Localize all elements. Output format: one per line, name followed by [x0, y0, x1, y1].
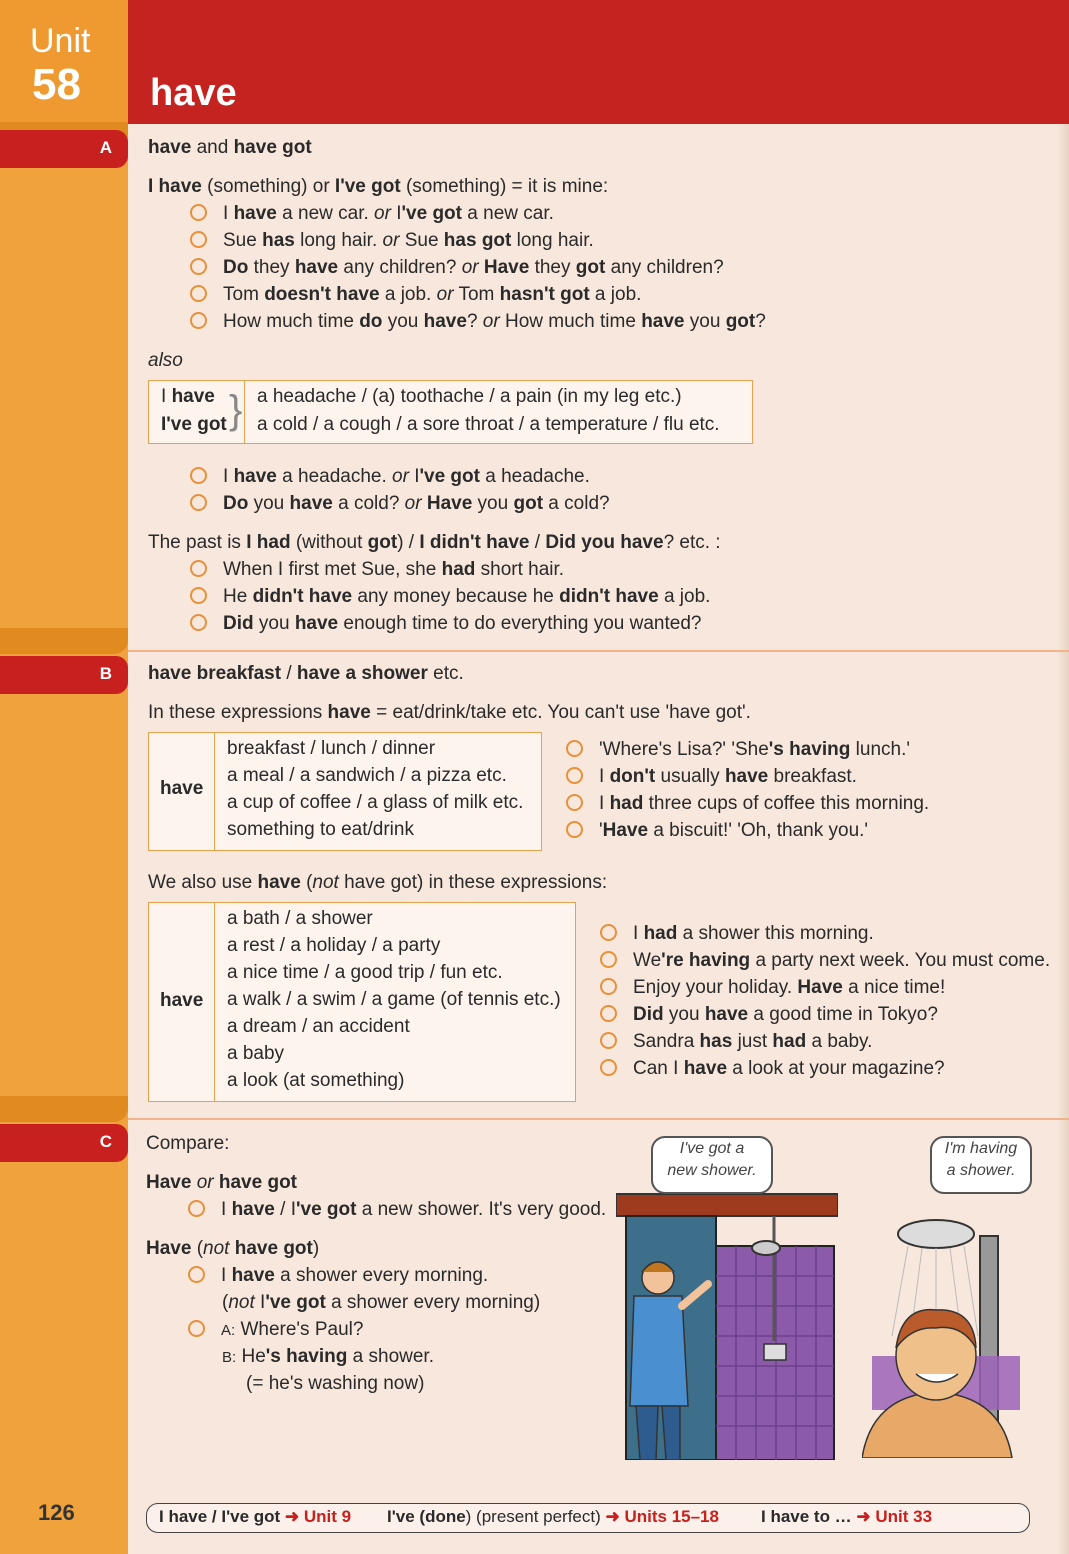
example-line: 'Where's Lisa?' 'She's having lunch.'	[566, 737, 910, 763]
example-line: Sue has long hair. or Sue has got long hair.	[190, 228, 594, 254]
section-c-letter: C	[99, 1132, 112, 1151]
box-row: a meal / a sandwich / a pizza etc.	[227, 765, 507, 786]
page-title: have	[150, 72, 237, 114]
expression-box	[148, 732, 542, 851]
bullet-icon	[600, 951, 617, 968]
cross-reference-bar	[146, 1503, 1030, 1533]
bullet-icon	[566, 794, 583, 811]
reference-unit-33[interactable]: I have to … ➜ Unit 33	[761, 1507, 933, 1526]
sidebar-notch	[0, 1096, 128, 1122]
section-c-tab	[0, 1124, 128, 1162]
page-edge-shadow	[1057, 124, 1069, 1554]
also-label: also	[148, 350, 183, 371]
header-banner	[128, 0, 1069, 124]
example-line: He didn't have any money because he didn't have a job.	[190, 584, 710, 610]
section-b-heading: have breakfast / have a shower etc.	[148, 663, 464, 684]
dialog-note: (= he's washing now)	[246, 1373, 425, 1394]
expression-box	[148, 902, 576, 1102]
bullet-icon	[190, 587, 207, 604]
box-row: a rest / a holiday / a party	[227, 935, 441, 956]
example-line: I have a shower every morning.	[188, 1263, 488, 1289]
bubble-line: new shower.	[667, 1162, 757, 1179]
bullet-icon	[600, 924, 617, 941]
example-line: I had three cups of coffee this morning.	[566, 791, 929, 817]
bubble-line: a shower.	[946, 1162, 1016, 1179]
past-intro: The past is I had (without got) / I didn't have / Did you have? etc. :	[148, 532, 721, 553]
box-label: I have	[161, 386, 215, 407]
example-line: I have a headache. or I've got a headache.	[190, 464, 590, 490]
example-line: I have / I've got a new shower. It's very good.	[188, 1197, 606, 1223]
section-a-heading: have and have got	[148, 137, 312, 158]
bullet-icon	[188, 1320, 205, 1337]
bullet-icon	[190, 258, 207, 275]
bathroom-illustration	[616, 1186, 838, 1460]
example-line: Did you have a good time in Tokyo?	[600, 1002, 938, 1028]
bullet-icon	[190, 560, 207, 577]
example-line: Sandra has just had a baby.	[600, 1029, 872, 1055]
box-label: have	[160, 778, 204, 799]
box-row: a nice time / a good trip / fun etc.	[227, 962, 503, 983]
section-a-tab	[0, 130, 128, 168]
bullet-icon	[190, 614, 207, 631]
section-a-letter: A	[99, 138, 112, 157]
example-line: Do you have a cold? or Have you got a cold?	[190, 491, 610, 517]
example-line: 'Have a biscuit!' 'Oh, thank you.'	[566, 818, 868, 844]
expression-box	[148, 380, 753, 444]
example-line: I don't usually have breakfast.	[566, 764, 857, 790]
bathroom-drawing	[616, 1186, 838, 1460]
brace-icon: }	[229, 388, 243, 432]
bullet-icon	[188, 1266, 205, 1283]
bullet-icon	[600, 1032, 617, 1049]
compare-label: Compare:	[146, 1133, 230, 1154]
reference-units-15-18[interactable]: I've (done) (present perfect) ➜ Units 15–18	[387, 1507, 719, 1526]
bubble-line: I've got a	[679, 1140, 745, 1157]
example-line: I have a new car. or I've got a new car.	[190, 201, 554, 227]
box-row: breakfast / lunch / dinner	[227, 738, 436, 759]
bullet-icon	[188, 1200, 205, 1217]
section-a-intro: I have (something) or I've got (something) = it is mine:	[148, 176, 609, 197]
bullet-icon	[600, 1005, 617, 1022]
bullet-icon	[190, 285, 207, 302]
example-line: Enjoy your holiday. Have a nice time!	[600, 975, 945, 1001]
box-row: a bath / a shower	[227, 908, 373, 929]
section-b-intro: In these expressions have = eat/drink/take etc. You can't use 'have got'.	[148, 702, 751, 723]
box-row: a walk / a swim / a game (of tennis etc.)	[227, 989, 561, 1010]
example-line: We're having a party next week. You must come.	[600, 948, 1050, 974]
example-line: Do they have any children? or Have they got any children?	[190, 255, 724, 281]
box-row: a dream / an accident	[227, 1016, 410, 1037]
bullet-icon	[566, 740, 583, 757]
box-row: a cup of coffee / a glass of milk etc.	[227, 792, 524, 813]
bullet-icon	[566, 821, 583, 838]
example-note: (not I've got a shower every morning)	[222, 1292, 541, 1313]
section-b-intro-2: We also use have (not have got) in these expressions:	[148, 872, 608, 893]
box-row: a baby	[227, 1043, 285, 1064]
example-line: Did you have enough time to do everything you wanted?	[190, 611, 701, 637]
box-row: a look (at something)	[227, 1070, 405, 1091]
bullet-icon	[190, 467, 207, 484]
sidebar-notch	[0, 628, 128, 654]
section-b-letter: B	[99, 664, 112, 683]
bullet-icon	[190, 231, 207, 248]
dialog-line-b: B: He's having a shower.	[222, 1346, 434, 1367]
speech-bubble-2	[930, 1136, 1032, 1194]
unit-box	[0, 0, 128, 122]
page-number: 126	[38, 1500, 75, 1525]
bullet-icon	[600, 1059, 617, 1076]
bullet-icon	[190, 204, 207, 221]
bullet-icon	[600, 978, 617, 995]
section-c-subheading: Have (not have got)	[146, 1238, 320, 1259]
section-b-tab	[0, 656, 128, 694]
example-line: I had a shower this morning.	[600, 921, 874, 947]
box-label: I've got	[161, 414, 227, 435]
example-line: Can I have a look at your magazine?	[600, 1056, 945, 1082]
unit-label: Unit	[30, 22, 91, 60]
reference-unit-9[interactable]: I have / I've got ➜ Unit 9	[159, 1507, 352, 1526]
bullet-icon	[566, 767, 583, 784]
bubble-line: I'm having	[944, 1140, 1018, 1157]
shower-drawing	[862, 1216, 1032, 1458]
section-c-subheading: Have or have got	[146, 1172, 297, 1193]
example-line: How much time do you have? or How much time have you got?	[190, 309, 766, 335]
section-divider	[128, 650, 1069, 652]
section-divider	[128, 1118, 1069, 1120]
unit-number: 58	[32, 60, 81, 109]
shower-illustration	[862, 1216, 1032, 1458]
bullet-icon	[190, 312, 207, 329]
example-line: When I first met Sue, she had short hair.	[190, 557, 564, 583]
bullet-icon	[190, 494, 207, 511]
dialog-line-a: A: Where's Paul?	[188, 1317, 363, 1344]
box-row: a cold / a cough / a sore throat / a temperature / flu etc.	[257, 414, 720, 435]
box-row: a headache / (a) toothache / a pain (in my leg etc.)	[257, 386, 682, 407]
example-line: Tom doesn't have a job. or Tom hasn't got a job.	[190, 282, 641, 308]
box-row: something to eat/drink	[227, 819, 414, 840]
box-label: have	[160, 990, 204, 1011]
left-sidebar	[0, 0, 128, 1554]
speech-bubble-1	[651, 1136, 773, 1194]
